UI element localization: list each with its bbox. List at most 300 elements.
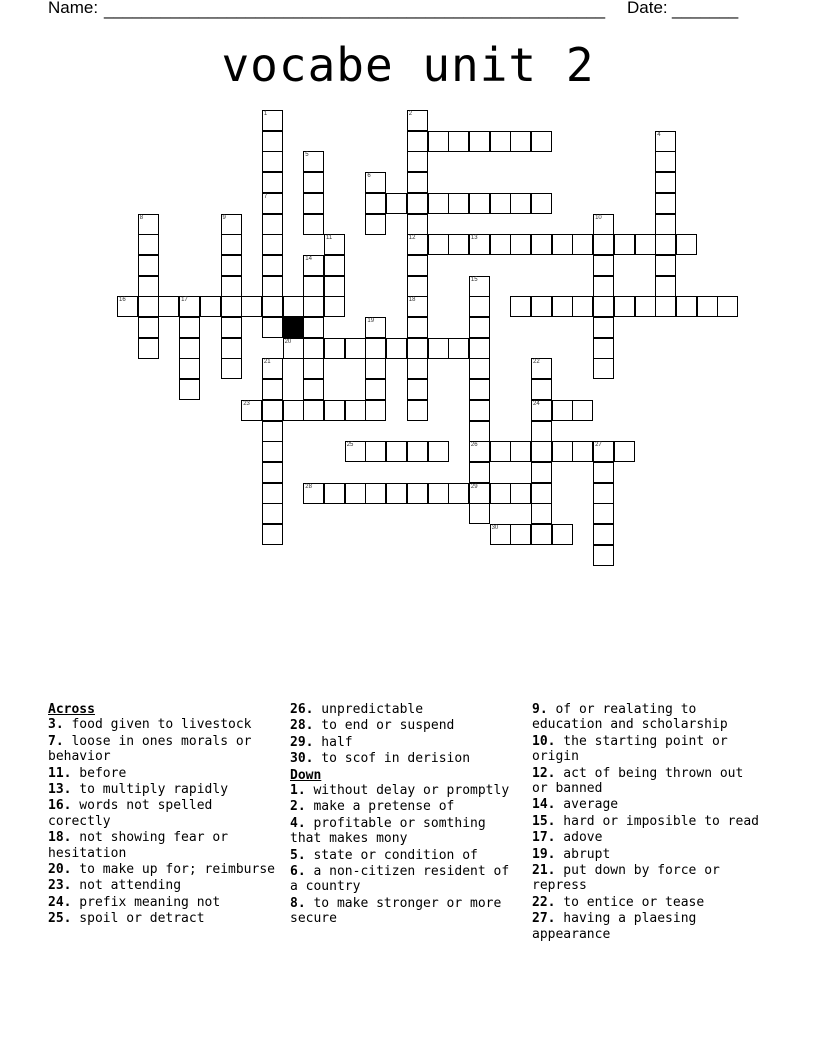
across-clue: [48, 830, 280, 861]
clue-number: 24: [533, 400, 540, 407]
grid-cell[interactable]: [531, 503, 552, 524]
grid-cell[interactable]: [407, 379, 428, 400]
grid-cell[interactable]: [386, 441, 407, 462]
grid-cell[interactable]: [428, 483, 449, 504]
grid-cell[interactable]: [303, 151, 324, 172]
down-clue: [532, 797, 764, 812]
grid-cell[interactable]: [138, 234, 159, 255]
grid-cell[interactable]: [345, 400, 366, 421]
grid-cell[interactable]: [655, 151, 676, 172]
grid-cell[interactable]: [303, 358, 324, 379]
clue-num: 13.: [48, 782, 72, 798]
grid-cell[interactable]: [138, 214, 159, 235]
grid-cell[interactable]: [469, 379, 490, 400]
grid-cell[interactable]: [283, 338, 304, 359]
grid-cell[interactable]: [593, 234, 614, 255]
grid-cell[interactable]: [386, 338, 407, 359]
grid-cell[interactable]: [303, 296, 324, 317]
grid-block: [283, 317, 304, 338]
grid-cell[interactable]: [593, 276, 614, 297]
grid-cell[interactable]: [407, 358, 428, 379]
clue-num: 12.: [532, 765, 556, 781]
grid-cell[interactable]: [614, 296, 635, 317]
down-clue: [532, 895, 764, 910]
clue-number: 7: [263, 193, 268, 200]
across-clue: [48, 862, 280, 877]
clue-num: 23.: [48, 878, 72, 894]
grid-cell[interactable]: [262, 524, 283, 545]
grid-cell[interactable]: [593, 545, 614, 566]
clue-num: 8.: [290, 895, 306, 911]
clue-text: to multiply rapidly: [71, 782, 229, 798]
clue-column-3: [532, 702, 764, 943]
grid-cell[interactable]: [428, 234, 449, 255]
grid-cell[interactable]: [510, 131, 531, 152]
grid-cell[interactable]: [303, 338, 324, 359]
clue-number: 2: [408, 111, 413, 117]
grid-cell[interactable]: [324, 483, 345, 504]
clue-text: of or realating to education and scholarship: [532, 702, 728, 733]
grid-cell[interactable]: [552, 400, 573, 421]
grid-cell[interactable]: [262, 214, 283, 235]
grid-cell[interactable]: [262, 255, 283, 276]
grid-cell[interactable]: [490, 234, 511, 255]
grid-cell[interactable]: [138, 317, 159, 338]
name-line[interactable]: _____________________________________________________: [104, 0, 606, 19]
clue-text: state or condition of: [305, 847, 478, 863]
grid-cell[interactable]: [635, 296, 656, 317]
grid-cell[interactable]: [365, 441, 386, 462]
clue-text: words not spelled corectly: [48, 798, 213, 829]
grid-cell[interactable]: [407, 234, 428, 255]
clue-text: act of being thrown out or banned: [532, 765, 744, 797]
grid-cell[interactable]: [386, 193, 407, 214]
grid-cell[interactable]: [552, 296, 573, 317]
page-title: vocabe unit 2: [221, 38, 595, 92]
grid-cell[interactable]: [572, 441, 593, 462]
grid-cell[interactable]: [221, 234, 242, 255]
grid-cell[interactable]: [221, 338, 242, 359]
clue-text: loose in ones morals or behavior: [48, 733, 252, 765]
grid-cell[interactable]: [448, 338, 469, 359]
grid-cell[interactable]: [138, 296, 159, 317]
grid-cell[interactable]: [365, 400, 386, 421]
grid-cell[interactable]: [593, 524, 614, 545]
grid-cell[interactable]: [676, 296, 697, 317]
clue-text: to end or suspend: [313, 718, 455, 734]
grid-cell[interactable]: [262, 276, 283, 297]
grid-cell[interactable]: [386, 483, 407, 504]
grid-cell[interactable]: [407, 441, 428, 462]
grid-cell[interactable]: [324, 296, 345, 317]
grid-cell[interactable]: [303, 483, 324, 504]
grid-cell[interactable]: [365, 317, 386, 338]
grid-cell[interactable]: [324, 400, 345, 421]
grid-cell[interactable]: [469, 234, 490, 255]
grid-cell[interactable]: [407, 276, 428, 297]
grid-cell[interactable]: [593, 358, 614, 379]
grid-cell[interactable]: [283, 296, 304, 317]
clue-number: 12: [408, 235, 416, 242]
grid-cell[interactable]: [510, 234, 531, 255]
grid-cell[interactable]: [158, 296, 179, 317]
clue-num: 25.: [48, 911, 72, 927]
grid-cell[interactable]: [241, 296, 262, 317]
clue-column-2: [290, 702, 522, 928]
clue-num: 11.: [48, 765, 72, 781]
grid-cell[interactable]: [221, 296, 242, 317]
clue-num: 4.: [290, 815, 306, 831]
clue-column-1: [48, 702, 280, 928]
grid-cell[interactable]: [365, 483, 386, 504]
grid-cell[interactable]: [407, 483, 428, 504]
grid-cell[interactable]: [262, 151, 283, 172]
clue-number: 4: [657, 131, 661, 138]
grid-cell[interactable]: [138, 276, 159, 297]
grid-cell[interactable]: [593, 338, 614, 359]
grid-cell[interactable]: [572, 234, 593, 255]
grid-cell[interactable]: [593, 503, 614, 524]
grid-cell[interactable]: [469, 296, 490, 317]
clue-text: having a plaesing appearance: [532, 911, 697, 942]
grid-cell[interactable]: [469, 131, 490, 152]
date-line[interactable]: _______: [672, 0, 739, 19]
grid-cell[interactable]: [490, 483, 511, 504]
grid-cell[interactable]: [262, 358, 283, 379]
grid-cell[interactable]: [324, 338, 345, 359]
grid-cell[interactable]: [303, 317, 324, 338]
grid-cell[interactable]: [365, 193, 386, 214]
across-clue: [48, 782, 280, 797]
down-clue: [532, 911, 764, 942]
grid-cell[interactable]: [179, 379, 200, 400]
down-clue: [290, 864, 522, 895]
grid-cell[interactable]: [448, 234, 469, 255]
grid-cell[interactable]: [531, 524, 552, 545]
grid-cell[interactable]: [262, 462, 283, 483]
grid-cell[interactable]: [303, 214, 324, 235]
grid-cell[interactable]: [262, 131, 283, 152]
clue-num: 1.: [290, 783, 306, 799]
grid-cell[interactable]: [262, 110, 283, 131]
name-label: Name:: [48, 0, 99, 17]
clue-num: 21.: [532, 863, 556, 879]
grid-cell[interactable]: [221, 276, 242, 297]
grid-cell[interactable]: [531, 483, 552, 504]
across-heading: Across: [48, 702, 95, 717]
grid-cell[interactable]: [593, 296, 614, 317]
clue-num: 7.: [48, 733, 64, 749]
across-clue: [290, 735, 522, 750]
grid-cell[interactable]: [676, 234, 697, 255]
clue-num: 20.: [48, 862, 72, 878]
grid-cell[interactable]: [262, 441, 283, 462]
grid-cell[interactable]: [303, 172, 324, 193]
clue-number: 29: [470, 483, 478, 490]
across-clue: [48, 766, 280, 781]
grid-cell[interactable]: [407, 400, 428, 421]
grid-cell[interactable]: [365, 338, 386, 359]
grid-cell[interactable]: [303, 255, 324, 276]
grid-cell[interactable]: [490, 441, 511, 462]
grid-cell[interactable]: [469, 193, 490, 214]
grid-cell[interactable]: [510, 441, 531, 462]
grid-cell[interactable]: [324, 255, 345, 276]
grid-cell[interactable]: [365, 379, 386, 400]
down-clue: [532, 766, 764, 797]
grid-cell[interactable]: [490, 193, 511, 214]
down-clue: [532, 702, 764, 733]
across-clue: [290, 702, 522, 717]
grid-cell[interactable]: [365, 214, 386, 235]
across-clue: [48, 911, 280, 926]
grid-cell[interactable]: [531, 462, 552, 483]
clue-number: 10: [595, 214, 602, 221]
grid-cell[interactable]: [221, 214, 242, 235]
across-clue: [290, 718, 522, 733]
down-clue: [290, 896, 522, 927]
grid-cell[interactable]: [655, 131, 676, 152]
grid-cell[interactable]: [365, 358, 386, 379]
grid-cell[interactable]: [655, 255, 676, 276]
grid-cell[interactable]: [138, 338, 159, 359]
across-clue: [48, 734, 280, 765]
clue-text: put down by force or repress: [532, 863, 720, 894]
grid-cell[interactable]: [510, 296, 531, 317]
down-clue: [532, 863, 764, 894]
grid-cell[interactable]: [221, 255, 242, 276]
clue-num: 10.: [532, 733, 556, 749]
clue-num: 19.: [532, 846, 556, 862]
clue-number: 20: [284, 338, 292, 345]
grid-cell[interactable]: [262, 421, 283, 442]
clue-number: 18: [408, 297, 416, 304]
down-clue: [532, 847, 764, 862]
clue-text: to scof in derision: [313, 751, 471, 767]
grid-cell[interactable]: [138, 255, 159, 276]
grid-cell[interactable]: [448, 131, 469, 152]
grid-cell[interactable]: [262, 379, 283, 400]
clue-number: 14: [305, 255, 312, 262]
grid-cell[interactable]: [179, 358, 200, 379]
grid-cell[interactable]: [428, 338, 449, 359]
clue-text: hard or imposible to read: [555, 813, 759, 829]
grid-cell[interactable]: [283, 400, 304, 421]
clue-num: 2.: [290, 799, 306, 815]
grid-cell[interactable]: [490, 131, 511, 152]
clue-num: 22.: [532, 894, 556, 910]
grid-cell[interactable]: [241, 400, 262, 421]
grid-cell[interactable]: [531, 379, 552, 400]
clue-num: 26.: [290, 702, 314, 717]
grid-cell[interactable]: [303, 276, 324, 297]
grid-cell[interactable]: [303, 400, 324, 421]
grid-cell[interactable]: [448, 483, 469, 504]
grid-cell[interactable]: [635, 234, 656, 255]
clue-text: abrupt: [555, 846, 611, 862]
grid-cell[interactable]: [572, 400, 593, 421]
grid-cell[interactable]: [655, 234, 676, 255]
grid-cell[interactable]: [262, 483, 283, 504]
clue-number: 22: [533, 359, 540, 366]
clue-text: spoil or detract: [71, 911, 205, 927]
grid-cell[interactable]: [469, 276, 490, 297]
grid-cell[interactable]: [531, 400, 552, 421]
grid-cell[interactable]: [407, 131, 428, 152]
grid-cell[interactable]: [469, 503, 490, 524]
grid-cell[interactable]: [655, 193, 676, 214]
grid-cell[interactable]: [469, 421, 490, 442]
grid-cell[interactable]: [469, 483, 490, 504]
grid-cell[interactable]: [593, 317, 614, 338]
down-clue: [290, 816, 522, 847]
grid-cell[interactable]: [407, 296, 428, 317]
clue-number: 23: [243, 400, 250, 407]
grid-cell[interactable]: [531, 358, 552, 379]
clue-text: the starting point or origin: [532, 733, 728, 765]
grid-cell[interactable]: [614, 234, 635, 255]
clue-num: 29.: [290, 734, 314, 750]
grid-cell[interactable]: [262, 317, 283, 338]
clue-number: 9: [222, 214, 226, 221]
grid-cell[interactable]: [655, 172, 676, 193]
grid-cell[interactable]: [262, 172, 283, 193]
grid-cell[interactable]: [179, 296, 200, 317]
clue-num: 24.: [48, 894, 72, 910]
grid-cell[interactable]: [531, 441, 552, 462]
clue-text: a non-citizen resident of a country: [290, 864, 510, 895]
across-clue: [48, 798, 280, 829]
grid-cell[interactable]: [428, 193, 449, 214]
grid-cell[interactable]: [531, 296, 552, 317]
grid-cell[interactable]: [593, 441, 614, 462]
grid-cell[interactable]: [345, 441, 366, 462]
grid-cell[interactable]: [407, 110, 428, 131]
grid-cell[interactable]: [262, 296, 283, 317]
grid-cell[interactable]: [469, 358, 490, 379]
clue-number: 19: [367, 318, 375, 324]
grid-cell[interactable]: [531, 131, 552, 152]
clue-num: 3.: [48, 717, 64, 733]
clue-num: 30.: [290, 751, 314, 767]
grid-cell[interactable]: [407, 338, 428, 359]
clue-text: profitable or somthing that makes mony: [290, 815, 486, 847]
grid-cell[interactable]: [469, 400, 490, 421]
clue-number: 26: [470, 442, 478, 449]
clue-text: average: [555, 797, 619, 813]
grid-cell[interactable]: [552, 441, 573, 462]
grid-cell[interactable]: [407, 255, 428, 276]
grid-cell[interactable]: [365, 172, 386, 193]
clue-text: to make stronger or more secure: [290, 895, 502, 927]
grid-cell[interactable]: [324, 276, 345, 297]
grid-cell[interactable]: [614, 441, 635, 462]
grid-cell[interactable]: [428, 441, 449, 462]
clue-number: 25: [346, 442, 354, 449]
grid-cell[interactable]: [179, 338, 200, 359]
grid-cell[interactable]: [448, 193, 469, 214]
clue-number: 13: [470, 235, 478, 242]
grid-cell[interactable]: [117, 296, 138, 317]
grid-cell[interactable]: [221, 317, 242, 338]
grid-cell[interactable]: [531, 234, 552, 255]
grid-cell[interactable]: [531, 421, 552, 442]
clue-text: make a pretense of: [305, 799, 455, 815]
grid-cell[interactable]: [407, 151, 428, 172]
grid-cell[interactable]: [655, 296, 676, 317]
grid-cell[interactable]: [407, 172, 428, 193]
grid-cell[interactable]: [510, 193, 531, 214]
clue-text: half: [313, 734, 353, 750]
clue-number: 8: [139, 214, 144, 221]
clue-num: 28.: [290, 718, 314, 734]
grid-cell[interactable]: [593, 462, 614, 483]
clue-num: 9.: [532, 702, 548, 717]
grid-cell[interactable]: [179, 317, 200, 338]
clue-num: 15.: [532, 813, 556, 829]
clue-text: not showing fear or hesitation: [48, 830, 229, 861]
grid-cell[interactable]: [469, 317, 490, 338]
clue-text: unpredictable: [313, 702, 424, 717]
grid-cell[interactable]: [407, 193, 428, 214]
grid-cell[interactable]: [262, 400, 283, 421]
grid-cell[interactable]: [262, 193, 283, 214]
grid-cell[interactable]: [345, 338, 366, 359]
grid-cell[interactable]: [490, 524, 511, 545]
clue-num: 6.: [290, 864, 306, 880]
grid-cell[interactable]: [593, 214, 614, 235]
grid-cell[interactable]: [697, 296, 718, 317]
grid-cell[interactable]: [655, 276, 676, 297]
grid-cell[interactable]: [469, 338, 490, 359]
grid-cell[interactable]: [655, 214, 676, 235]
clue-text: to make up for; reimburse: [71, 862, 275, 878]
clue-num: 27.: [532, 911, 556, 927]
grid-cell[interactable]: [221, 358, 242, 379]
clue-number: 17: [181, 297, 188, 304]
clue-number: 15: [470, 276, 478, 283]
grid-cell[interactable]: [428, 131, 449, 152]
grid-cell[interactable]: [510, 483, 531, 504]
grid-cell[interactable]: [407, 317, 428, 338]
grid-cell[interactable]: [345, 483, 366, 504]
grid-cell[interactable]: [593, 255, 614, 276]
grid-cell[interactable]: [303, 193, 324, 214]
grid-cell[interactable]: [531, 193, 552, 214]
grid-cell[interactable]: [717, 296, 738, 317]
grid-cell[interactable]: [510, 524, 531, 545]
clue-number: 6: [367, 173, 371, 180]
down-clue: [290, 799, 522, 814]
grid-cell[interactable]: [303, 379, 324, 400]
grid-cell[interactable]: [552, 524, 573, 545]
grid-cell[interactable]: [324, 234, 345, 255]
grid-cell[interactable]: [407, 214, 428, 235]
across-clue: [290, 751, 522, 766]
grid-cell[interactable]: [262, 503, 283, 524]
grid-cell[interactable]: [262, 234, 283, 255]
down-clue: [532, 814, 764, 829]
grid-cell[interactable]: [552, 234, 573, 255]
grid-cell[interactable]: [593, 483, 614, 504]
grid-cell[interactable]: [200, 296, 221, 317]
clue-number: 27: [595, 442, 602, 449]
grid-cell[interactable]: [469, 462, 490, 483]
grid-cell[interactable]: [572, 296, 593, 317]
grid-cell[interactable]: [469, 441, 490, 462]
clue-number: 5: [305, 152, 309, 159]
clue-text: without delay or promptly: [305, 783, 510, 799]
